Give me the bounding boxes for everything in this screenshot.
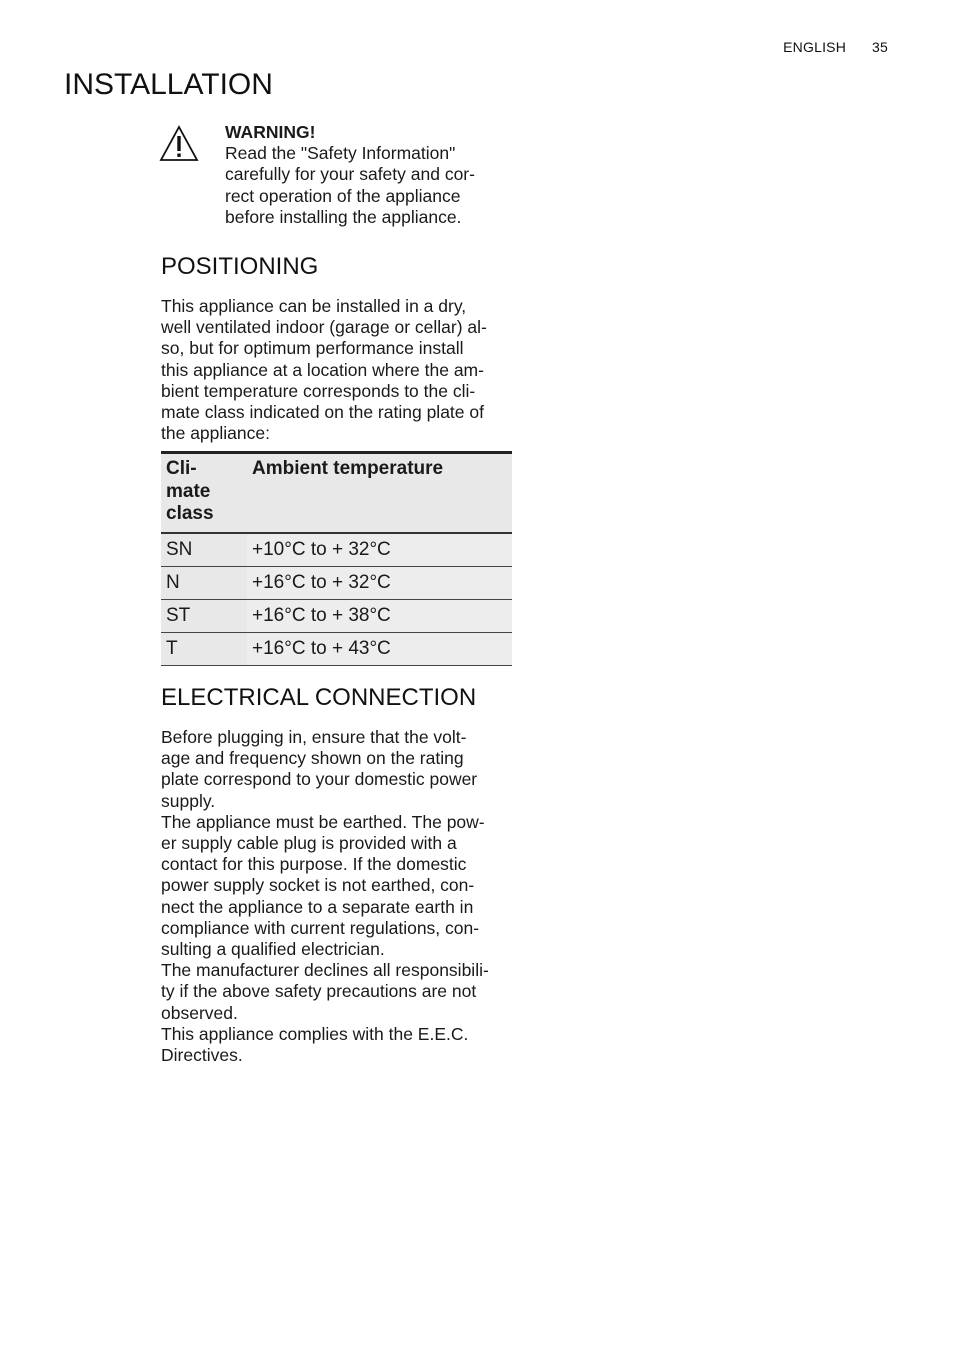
warning-block bbox=[225, 122, 515, 228]
warning-line: before installing the appliance. bbox=[225, 206, 462, 227]
text-line: supply. bbox=[161, 790, 216, 811]
warning-line: rect operation of the appliance bbox=[225, 185, 461, 206]
text-line: This appliance complies with the E.E.C. bbox=[161, 1023, 469, 1044]
header-climate-class: Cli- mate class bbox=[161, 453, 247, 533]
page-header bbox=[783, 39, 888, 55]
text-line: age and frequency shown on the rating bbox=[161, 748, 464, 769]
electrical-connection-text bbox=[161, 727, 516, 1066]
climate-class-cell: N bbox=[161, 566, 247, 599]
text-line: The manufacturer declines all responsibili- bbox=[161, 960, 489, 981]
header-page-number: 35 bbox=[872, 39, 888, 55]
warning-triangle-icon bbox=[159, 125, 199, 163]
text-line: this appliance at a location where the am- bbox=[161, 359, 484, 380]
table-header-row bbox=[161, 453, 512, 533]
text-line: bient temperature corresponds to the cli- bbox=[161, 380, 476, 401]
warning-line: Read the "Safety Information" bbox=[225, 143, 456, 164]
warning-text bbox=[225, 143, 515, 228]
text-line: Before plugging in, ensure that the volt- bbox=[161, 727, 467, 747]
climate-class-table bbox=[161, 451, 512, 666]
text-line: so, but for optimum performance install bbox=[161, 338, 464, 359]
text-line: contact for this purpose. If the domestic bbox=[161, 854, 467, 875]
climate-class-cell: SN bbox=[161, 533, 247, 567]
text-line: Directives. bbox=[161, 1045, 243, 1066]
text-line: er supply cable plug is provided with a bbox=[161, 833, 457, 854]
climate-class-cell: ST bbox=[161, 599, 247, 632]
temperature-cell: +10°C to + 32°C bbox=[247, 533, 512, 567]
text-line: observed. bbox=[161, 1002, 238, 1023]
text-line: nect the appliance to a separate earth in bbox=[161, 896, 474, 917]
temperature-cell: +16°C to + 32°C bbox=[247, 566, 512, 599]
table-row bbox=[161, 599, 512, 632]
header-ambient-temperature: Ambient temperature bbox=[247, 453, 512, 533]
climate-class-cell: T bbox=[161, 632, 247, 665]
text-line: sulting a qualified electrician. bbox=[161, 939, 385, 960]
text-line: The appliance must be earthed. The pow- bbox=[161, 811, 485, 832]
warning-title: WARNING! bbox=[225, 122, 316, 142]
text-line: plate correspond to your domestic power bbox=[161, 769, 478, 790]
text-line: power supply socket is not earthed, con- bbox=[161, 875, 475, 896]
temperature-cell: +16°C to + 43°C bbox=[247, 632, 512, 665]
text-line: the appliance: bbox=[161, 423, 270, 444]
table-row bbox=[161, 533, 512, 567]
page-title: INSTALLATION bbox=[64, 68, 273, 101]
positioning-text bbox=[161, 296, 516, 444]
text-line: compliance with current regulations, con- bbox=[161, 917, 480, 938]
text-line: ty if the above safety precautions are not bbox=[161, 981, 477, 1002]
electrical-connection-title: ELECTRICAL CONNECTION bbox=[161, 684, 477, 711]
positioning-title: POSITIONING bbox=[161, 253, 319, 280]
text-line: This appliance can be installed in a dry, bbox=[161, 296, 467, 316]
table-row bbox=[161, 566, 512, 599]
temperature-cell: +16°C to + 38°C bbox=[247, 599, 512, 632]
text-line: mate class indicated on the rating plate of bbox=[161, 402, 484, 423]
warning-line: carefully for your safety and cor- bbox=[225, 164, 475, 185]
text-line: well ventilated indoor (garage or cellar) al- bbox=[161, 317, 487, 338]
table-row bbox=[161, 632, 512, 665]
header-language: ENGLISH bbox=[783, 39, 847, 55]
